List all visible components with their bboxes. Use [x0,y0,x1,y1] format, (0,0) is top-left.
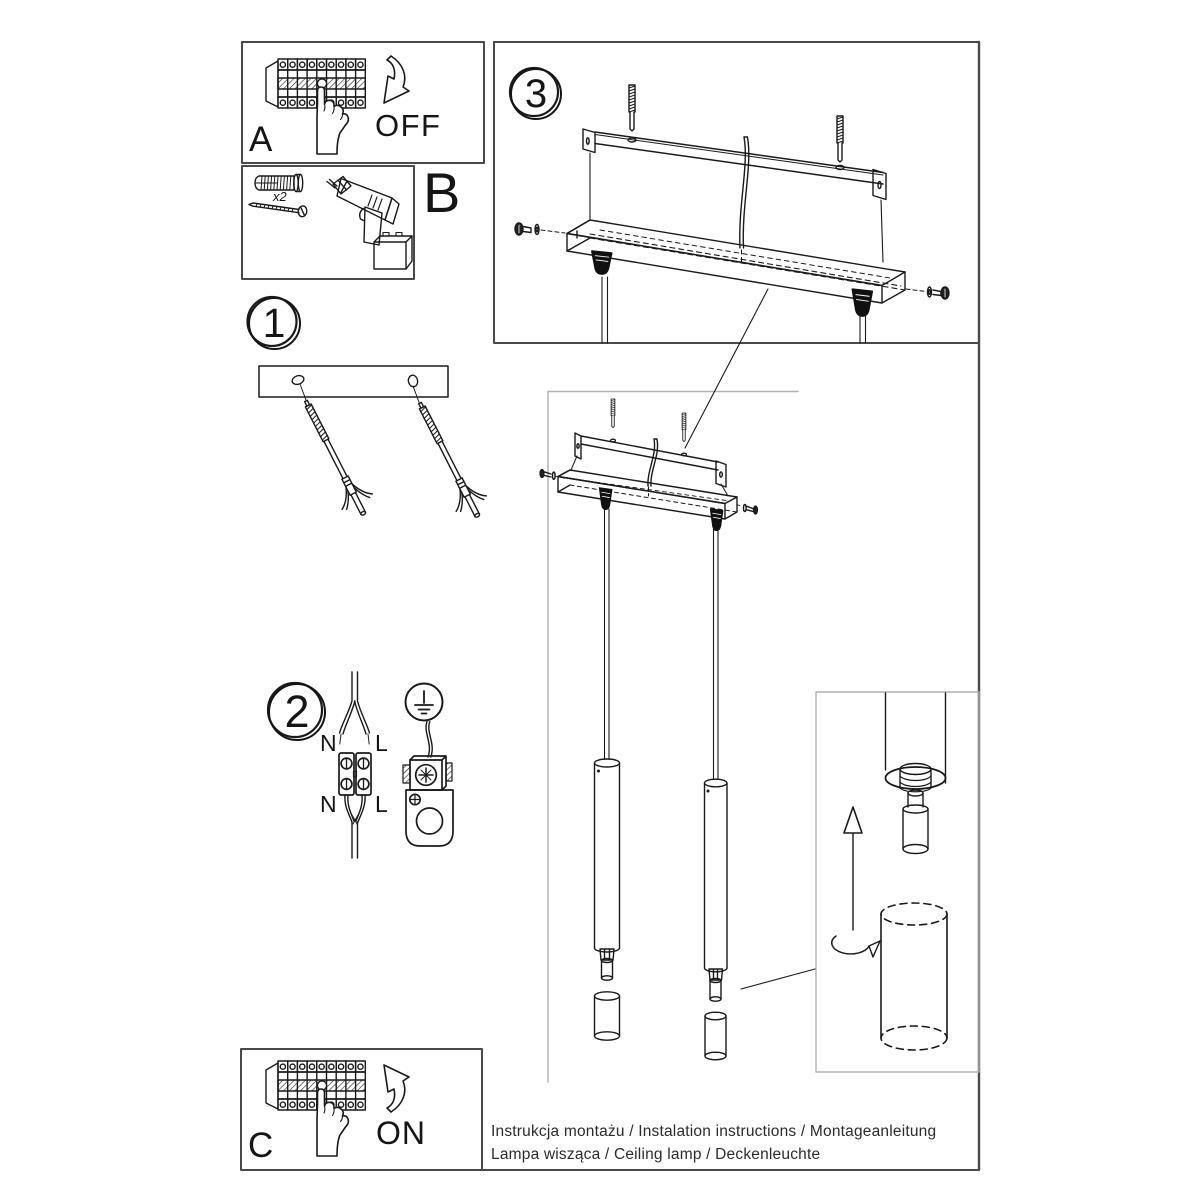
circuit-breaker-icon [266,1061,365,1156]
canopy-icon [558,470,737,519]
leader-line [300,384,419,402]
side-screw-right-icon [906,287,949,299]
mains-cable-icon [340,672,370,744]
pendant-cable [605,509,719,781]
plate-hole-left [291,374,305,386]
cord-grip-icon [592,251,612,274]
shade-icon [595,992,620,1040]
neutral-wire-label-top: N [320,730,337,756]
shade-icon [705,1012,726,1060]
ground-wire-icon [426,722,432,758]
tube-socket-detail [886,693,946,854]
pendant-tube-icon [705,779,728,1001]
side-screw-left-icon [515,223,565,235]
outgoing-wires-icon [345,795,365,858]
bulb-icon [710,997,721,1001]
power-off-label: OFF [375,108,442,143]
live-wire-label-top: L [375,730,388,756]
rotate-arrow-icon [832,936,880,957]
detail-inset-diagram [832,693,947,1050]
footer [491,1121,971,1166]
step2-number: 2 [268,683,326,741]
footer-product-line: Lampa wisząca / Ceiling lamp / Deckenleuchte [491,1145,821,1163]
quantity-label: x2 [273,189,287,204]
ceiling-bracket-icon [571,433,728,496]
step3-number: 3 [510,68,562,120]
anchor-screw-icon [405,395,493,524]
screw-icon [682,413,686,442]
step1-number: 1 [248,297,301,350]
pendant-cable [602,277,866,343]
leader-line [685,289,768,448]
screw-icon [837,116,843,162]
arrow-down-icon [384,56,409,103]
leader-line [741,969,815,989]
detail-inset-frame [816,692,979,1072]
screw-icon [249,203,308,217]
ground-terminal-icon [403,756,453,846]
screw-icon [611,399,615,428]
footer-title-line: Instrukcja montażu / Instalation instructions / Montageanleitung [491,1123,937,1140]
live-wire-label-bottom: L [375,791,388,817]
mounting-plate-icon [259,366,448,397]
power-on-label: ON [376,1115,426,1151]
cord-grip-icon [853,289,873,316]
pendant-tube-icon [595,759,620,980]
panel-a-label: A [249,120,273,159]
suspension-cable-icon [648,439,658,486]
side-screw-right-icon [737,504,757,514]
drill-icon [327,177,412,270]
cord-grip-icon [711,509,723,531]
up-arrow-icon [844,807,862,930]
pendant-assembly-diagram [540,399,815,1060]
panel-b-label: B [423,161,461,224]
panel-c-label: C [248,1126,274,1165]
neutral-wire-label-bottom: N [320,791,337,817]
screw-icon [629,85,635,131]
arrow-up-icon [384,1065,409,1112]
terminal-block-icon [339,753,371,795]
anchor-screw-icon [291,393,379,522]
ground-symbol-icon [406,684,443,721]
bulb-icon [903,845,928,854]
cord-grip-icon [600,488,612,510]
panel-borders [241,42,979,1170]
step3-frame [494,42,979,343]
circuit-breaker-icon [266,59,365,154]
shade-icon [881,903,947,1050]
ceiling-bracket-icon [583,129,886,262]
bulb-icon [602,976,613,980]
